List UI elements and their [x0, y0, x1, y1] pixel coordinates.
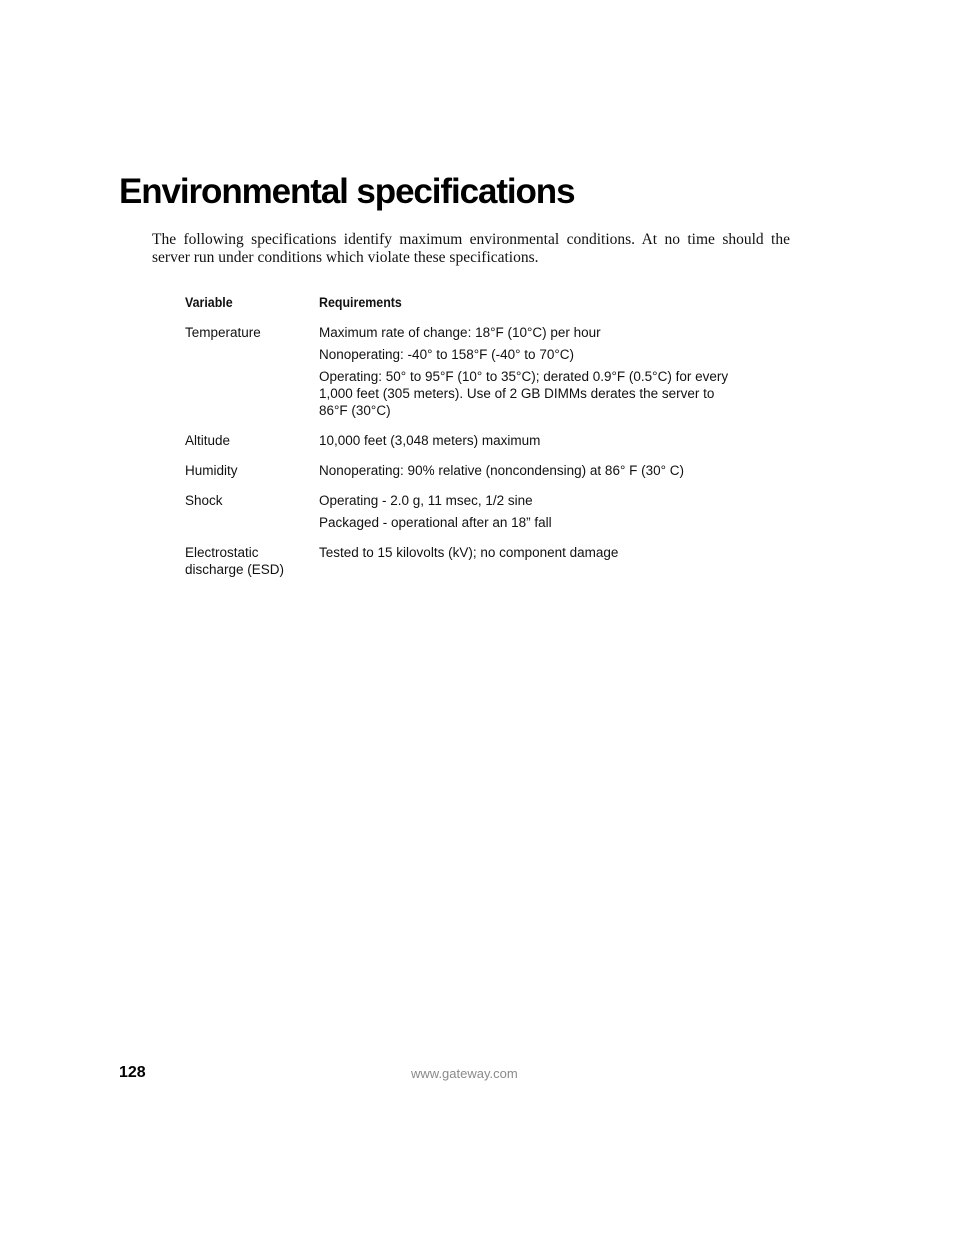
requirement-line: Nonoperating: 90% relative (noncondensing) at 86° F (30° C): [319, 463, 685, 478]
requirement-line: Packaged - operational after an 18” fall: [319, 515, 552, 530]
requirement-line: Operating - 2.0 g, 11 msec, 1/2 sine: [319, 493, 533, 508]
requirements-cell: [319, 431, 760, 449]
requirement-line: 10,000 feet (3,048 meters) maximum: [319, 433, 541, 448]
requirement-line: Nonoperating: -40° to 158°F (-40° to 70°C): [319, 347, 574, 362]
requirement-line: Maximum rate of change: 18°F (10°C) per hour: [319, 325, 601, 340]
requirements-cell: [319, 323, 760, 419]
page-title: Environmental specifications: [119, 172, 575, 211]
table-row-altitude: [185, 431, 760, 449]
requirements-cell: [319, 461, 760, 479]
header-requirements: Requirements: [319, 295, 402, 310]
variable-cell: Altitude: [185, 433, 231, 448]
footer-url: www.gateway.com: [411, 1066, 518, 1081]
requirement-line: Tested to 15 kilovolts (kV); no component damage: [319, 545, 619, 560]
page-number: 128: [119, 1064, 146, 1081]
table-row-shock: [185, 491, 760, 531]
variable-cell: Humidity: [185, 463, 238, 478]
table-header-row: [185, 293, 760, 313]
requirements-cell: [319, 543, 760, 578]
table-row-temperature: [185, 323, 760, 419]
variable-cell: Temperature: [185, 325, 261, 340]
environmental-spec-table: [185, 293, 760, 590]
requirement-line: Operating: 50° to 95°F (10° to 35°C); derated 0.9°F (0.5°C) for every 1,000 feet (305 meters). Use of 2 GB DIMMs derates the server to 86°F (30°C): [319, 369, 729, 418]
table-row-esd: [185, 543, 760, 578]
header-variable: Variable: [185, 295, 233, 310]
intro-paragraph: The following specifications identify maximum environmental conditions. At no time should the server run under conditions which violate these specifications.: [152, 231, 790, 266]
table-row-humidity: [185, 461, 760, 479]
variable-cell: Shock: [185, 493, 223, 508]
requirements-cell: [319, 491, 760, 531]
variable-cell: Electrostatic discharge (ESD): [185, 545, 285, 577]
